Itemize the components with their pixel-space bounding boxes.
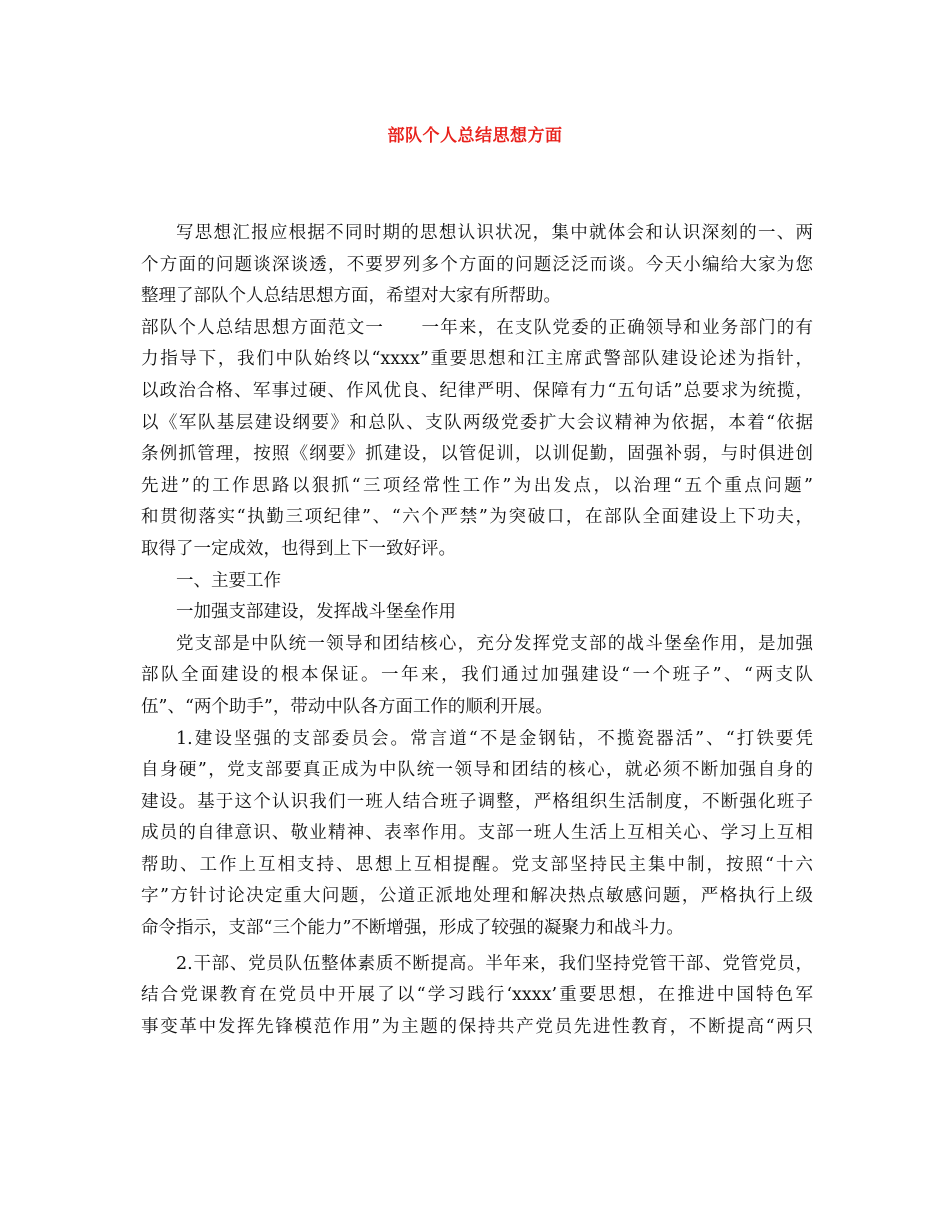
text-line: 1.建设坚强的支部委员会。常言道“不是金钢钻，不揽瓷器活”、“打铁要凭 [176,728,813,749]
text-line: 个方面的问题谈深谈透，不要罗列多个方面的问题泛泛而谈。今天小编给大家为您 [141,254,813,275]
text-line: 2.干部、党员队伍整体素质不断提高。半年来，我们坚持党管干部、党管党员， [176,953,813,974]
text-line: 部队全面建设的根本保证。一年来，我们通过加强建设“一个班子”、“两支队 [141,665,813,686]
text-line: 帮助、工作上互相支持、思想上互相提醒。党支部坚持民主集中制，按照“十六 [141,854,813,875]
text-line: 和贯彻落实“执勤三项纪律”、“六个严禁”为突破口，在部队全面建设上下功夫， [141,507,813,528]
text-line: 结合党课教育在党员中开展了以“学习践行‘xxxx’重要思想，在推进中国特色军 [141,985,813,1006]
text-line: 字”方针讨论决定重大问题，公道正派地处理和解决热点敏感问题，严格执行上级 [141,886,813,907]
document-title: 部队个人总结思想方面 [387,126,563,146]
text-line: 党支部是中队统一领导和团结核心，充分发挥党支部的战斗堡垒作用，是加强 [176,633,813,654]
text-line: 事变革中发挥先锋模范作用”为主题的保持共产党员先进性教育，不断提高“两只 [141,1016,813,1037]
text-line: 力指导下，我们中队始终以“xxxx”重要思想和江主席武警部队建设论述为指针， [141,349,813,370]
text-line: 一、主要工作 [176,570,281,591]
text-line: 建设。基于这个认识我们一班人结合班子调整，严格组织生活制度，不断强化班子 [141,791,813,812]
text-line: 条例抓管理，按照《纲要》抓建设，以管促训，以训促勤，固强补弱，与时俱进创 [141,444,813,465]
text-line: 部队个人总结思想方面范文一 一年来，在支队党委的正确领导和业务部门的有 [141,317,813,338]
text-line: 取得了一定成效，也得到上下一致好评。 [141,538,456,559]
text-line: 写思想汇报应根据不同时期的思想认识状况，集中就体会和认识深刻的一、两 [176,223,813,243]
text-line: 成员的自律意识、敬业精神、表率作用。支部一班人生活上互相关心、学习上互相 [141,823,813,844]
text-line: 以政治合格、军事过硬、作风优良、纪律严明、保障有力“五句话”总要求为统揽， [141,380,813,401]
text-line: 伍”、“两个助手”，带动中队各方面工作的顺利开展。 [141,696,553,717]
text-line: 命令指示，支部“三个能力”不断增强，形成了较强的凝聚力和战斗力。 [141,918,684,939]
text-line: 整理了部队个人总结思想方面，希望对大家有所帮助。 [141,286,561,307]
text-line: 先进”的工作思路以狠抓“三项经常性工作”为出发点，以治理“五个重点问题” [141,475,813,496]
text-line: 自身硬”，党支部要真正成为中队统一领导和团结的核心，就必须不断加强自身的 [141,760,813,781]
document-body [141,218,813,1043]
text-line: 以《军队基层建设纲要》和总队、支队两级党委扩大会议精神为依据，本着“依据 [141,412,813,433]
text-line: 一加强支部建设，发挥战斗堡垒作用 [176,602,456,623]
